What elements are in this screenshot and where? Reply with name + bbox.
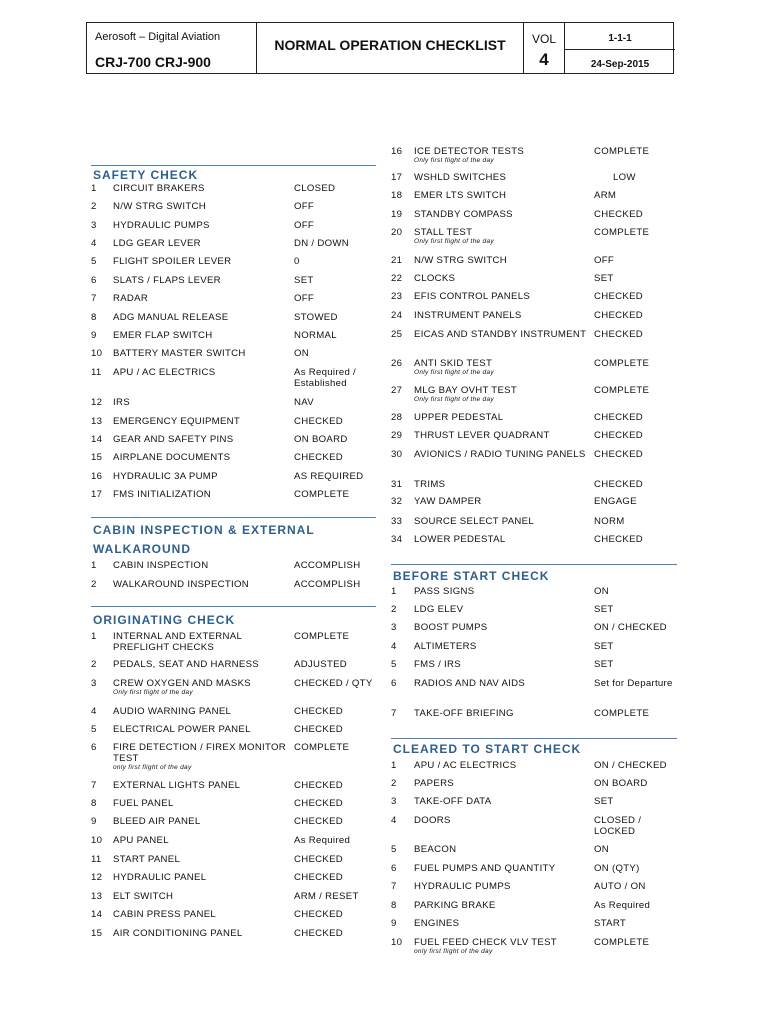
item-value: CHECKED [294,854,344,865]
item-value: CHECKED [294,706,344,717]
item-label: ANTI SKID TEST [414,358,493,369]
item-value: CHECKED [594,329,644,340]
item-number: 3 [91,678,97,689]
item-label: CIRCUIT BRAKERS [113,183,205,194]
aircraft-models: CRJ-700 CRJ-900 [95,54,211,70]
item-number: 17 [391,172,403,183]
item-number: 12 [91,397,103,408]
item-value: SET [594,604,614,615]
item-label: EICAS AND STANDBY INSTRUMENT [414,329,587,340]
item-value: NORM [594,516,625,527]
item-number: 8 [391,900,397,911]
item-number: 4 [91,706,97,717]
item-number: 3 [391,622,397,633]
item-label: MLG BAY OVHT TEST [414,385,518,396]
item-number: 20 [391,227,403,238]
item-label: ALTIMETERS [414,641,477,652]
document-header [86,22,674,74]
item-number: 7 [391,708,397,719]
item-value: ENGAGE [594,496,637,507]
item-number: 9 [91,816,97,827]
item-label: EFIS CONTROL PANELS [414,291,531,302]
item-value: CHECKED [294,724,344,735]
item-label: ADG MANUAL RELEASE [113,312,229,323]
item-value: As Required [294,835,351,846]
item-value: COMPLETE [594,227,650,238]
item-number: 32 [391,496,403,507]
item-value: CLOSED / LOCKED [594,815,642,837]
item-value: DN / DOWN [294,238,349,249]
item-value: ON (QTY) [594,863,640,874]
revision-date: 24-Sep-2015 [590,59,650,70]
item-value: CHECKED [294,780,344,791]
document-title: NORMAL OPERATION CHECKLIST [274,37,506,53]
item-label: FMS / IRS [414,659,461,670]
item-number: 2 [91,659,97,670]
item-label: APU / AC ELECTRICS [113,367,216,378]
item-number: 28 [391,412,403,423]
item-value: CHECKED [594,209,644,220]
item-number: 10 [91,835,103,846]
item-label: FUEL PUMPS AND QUANTITY [414,863,556,874]
item-value: ARM / RESET [294,891,359,902]
item-number: 31 [391,479,403,490]
item-number: 8 [91,798,97,809]
item-number: 8 [91,312,97,323]
item-number: 2 [91,201,97,212]
item-number: 14 [91,909,103,920]
item-label: STALL TEST [414,227,473,238]
item-value: CHECKED / QTY [294,678,373,689]
item-label: AVIONICS / RADIO TUNING PANELS [414,449,586,460]
item-label: HYDRAULIC 3A PUMP [113,471,218,482]
item-number: 13 [91,416,103,427]
header-vol-cell [524,23,565,73]
before-start-divider [391,564,677,565]
item-value: OFF [594,255,615,266]
item-value: COMPLETE [594,708,650,719]
item-value: ARM [594,190,617,201]
item-value: OFF [294,201,315,212]
item-value: CHECKED [594,430,644,441]
item-label: AIR CONDITIONING PANEL [113,928,243,939]
item-label: PAPERS [414,778,455,789]
item-value: CHECKED [294,416,344,427]
item-number: 30 [391,449,403,460]
item-label: EXTERNAL LIGHTS PANEL [113,780,241,791]
item-label: N/W STRG SWITCH [414,255,507,266]
item-number: 1 [391,760,397,771]
item-value: COMPLETE [594,385,650,396]
item-value: COMPLETE [294,489,350,500]
item-label: TRIMS [414,479,446,490]
item-number: 7 [391,881,397,892]
item-value: ACCOMPLISH [294,579,361,590]
item-label: IRS [113,397,130,408]
item-number: 15 [91,452,103,463]
item-value: CHECKED [294,798,344,809]
item-number: 5 [91,256,97,267]
item-number: 6 [91,742,97,753]
item-label: ELECTRICAL POWER PANEL [113,724,251,735]
item-number: 7 [91,293,97,304]
item-number: 2 [391,778,397,789]
item-value: ON BOARD [294,434,348,445]
item-value: CHECKED [594,310,644,321]
item-value: CHECKED [294,816,344,827]
item-number: 11 [91,367,102,378]
item-number: 1 [391,586,397,597]
safety-check-title: SAFETY CHECK [93,168,199,182]
item-note: Only first flight of the day [414,396,494,403]
item-number: 9 [391,918,397,929]
item-note: Only first flight of the day [414,369,494,376]
item-label: WSHLD SWITCHES [414,172,507,183]
item-value: LOW [613,172,636,183]
item-number: 4 [91,238,97,249]
item-number: 22 [391,273,403,284]
volume-label: VOL [531,32,556,46]
item-value: CHECKED [294,452,344,463]
item-label: DOORS [414,815,451,826]
item-label: GEAR AND SAFETY PINS [113,434,234,445]
item-number: 2 [91,579,97,590]
item-number: 17 [91,489,103,500]
item-value: COMPLETE [594,358,650,369]
item-number: 26 [391,358,403,369]
item-value: As Required [594,900,651,911]
page-reference: 1-1-1 [608,33,632,44]
item-number: 5 [91,724,97,735]
item-number: 15 [91,928,103,939]
item-value: OFF [294,220,315,231]
item-number: 1 [91,631,97,642]
item-note: only first flight of the day [414,948,493,955]
item-value: AUTO / ON [594,881,646,892]
item-note: Only first flight of the day [113,689,193,696]
item-value: SET [594,641,614,652]
header-org-cell [87,23,257,73]
safety-check-divider [91,165,376,166]
item-value: CLOSED [294,183,336,194]
item-label: HYDRAULIC PUMPS [414,881,511,892]
cleared-to-start-divider [391,738,677,739]
item-number: 5 [391,844,397,855]
item-number: 18 [391,190,403,201]
item-value: CHECKED [594,412,644,423]
item-label: BLEED AIR PANEL [113,816,201,827]
header-title-cell [257,23,524,73]
item-label: PEDALS, SEAT AND HARNESS [113,659,259,670]
item-number: 5 [391,659,397,670]
item-number: 13 [91,891,103,902]
item-label: AIRPLANE DOCUMENTS [113,452,231,463]
item-value: ON / CHECKED [594,760,667,771]
item-value: SET [594,796,614,807]
item-value: COMPLETE [594,146,650,157]
item-number: 12 [91,872,103,883]
item-number: 33 [391,516,403,527]
item-note: only first flight of the day [113,764,192,771]
item-number: 3 [91,220,97,231]
item-label: TAKE-OFF BRIEFING [414,708,514,719]
item-label: BOOST PUMPS [414,622,488,633]
item-value: SET [594,659,614,670]
item-value: ON BOARD [594,778,648,789]
item-number: 1 [91,560,97,571]
item-value: ON [594,844,609,855]
item-number: 23 [391,291,403,302]
item-label: LDG ELEV [414,604,464,615]
item-note: Only first flight of the day [414,238,494,245]
item-label: PARKING BRAKE [414,900,496,911]
item-number: 25 [391,329,403,340]
item-label: BEACON [414,844,457,855]
item-number: 1 [91,183,97,194]
volume-number: 4 [539,50,549,69]
item-label: INTERNAL AND EXTERNAL PREFLIGHT CHECKS [113,631,242,653]
item-value: SET [294,275,314,286]
item-value: CHECKED [294,872,344,883]
item-label: PASS SIGNS [414,586,475,597]
item-value: CHECKED [594,449,644,460]
item-number: 19 [391,209,403,220]
before-start-title: BEFORE START CHECK [393,569,550,583]
item-value: START [594,918,627,929]
item-value: Set for Departure [594,678,673,689]
item-label: AUDIO WARNING PANEL [113,706,232,717]
item-number: 14 [91,434,103,445]
item-number: 10 [91,348,103,359]
organization-name: Aerosoft – Digital Aviation [95,31,221,43]
item-label: TAKE-OFF DATA [414,796,492,807]
item-number: 27 [391,385,403,396]
item-label: EMERGENCY EQUIPMENT [113,416,241,427]
item-value: COMPLETE [594,937,650,948]
item-label: RADIOS AND NAV AIDS [414,678,526,689]
item-label: CABIN PRESS PANEL [113,909,217,920]
originating-check-title: ORIGINATING CHECK [93,613,236,627]
cabin-inspection-title-1: CABIN INSPECTION & EXTERNAL [93,523,315,537]
item-label: SLATS / FLAPS LEVER [113,275,221,286]
item-number: 6 [391,678,397,689]
item-label: EMER LTS SWITCH [414,190,507,201]
item-value: As Required / Established [294,367,357,389]
header-ref-cell [565,23,675,73]
item-number: 6 [91,275,97,286]
item-label: ICE DETECTOR TESTS [414,146,525,157]
item-label: FUEL PANEL [113,798,174,809]
item-value: ON / CHECKED [594,622,667,633]
item-number: 34 [391,534,403,545]
item-value: CHECKED [594,291,644,302]
item-label: FMS INITIALIZATION [113,489,211,500]
item-label: SOURCE SELECT PANEL [414,516,534,527]
item-label: FUEL FEED CHECK VLV TEST [414,937,557,948]
item-label: YAW DAMPER [414,496,482,507]
item-number: 16 [391,146,403,157]
item-value: ADJUSTED [294,659,348,670]
cleared-to-start-title: CLEARED TO START CHECK [393,742,582,756]
item-note: Only first flight of the day [414,157,494,164]
item-value: ON [294,348,309,359]
item-label: CLOCKS [414,273,456,284]
originating-check-divider [91,606,376,607]
item-value: NAV [294,397,314,408]
item-value: 0 [294,256,300,267]
item-label: FLIGHT SPOILER LEVER [113,256,232,267]
item-label: HYDRAULIC PUMPS [113,220,210,231]
item-value: CHECKED [294,909,344,920]
item-label: BATTERY MASTER SWITCH [113,348,246,359]
item-number: 4 [391,815,397,826]
item-label: ELT SWITCH [113,891,174,902]
item-value: AS REQUIRED [294,471,364,482]
item-label: APU / AC ELECTRICS [414,760,517,771]
item-value: ON [594,586,609,597]
item-label: CABIN INSPECTION [113,560,209,571]
item-number: 6 [391,863,397,874]
item-number: 16 [91,471,103,482]
item-value: COMPLETE [294,742,350,753]
cabin-inspection-divider [91,517,376,518]
item-number: 10 [391,937,403,948]
item-label: LDG GEAR LEVER [113,238,201,249]
item-number: 3 [391,796,397,807]
item-value: CHECKED [594,534,644,545]
item-value: STOWED [294,312,338,323]
item-label: STANDBY COMPASS [414,209,513,220]
item-value: OFF [294,293,315,304]
item-label: FIRE DETECTION / FIREX MONITOR TEST [113,742,286,764]
item-number: 11 [91,854,102,865]
item-label: START PANEL [113,854,181,865]
item-value: CHECKED [594,479,644,490]
item-number: 29 [391,430,403,441]
item-value: ACCOMPLISH [294,560,361,571]
item-label: LOWER PEDESTAL [414,534,506,545]
item-label: EMER FLAP SWITCH [113,330,213,341]
item-number: 7 [91,780,97,791]
item-number: 2 [391,604,397,615]
item-label: ENGINES [414,918,460,929]
item-number: 9 [91,330,97,341]
item-label: WALKAROUND INSPECTION [113,579,250,590]
item-number: 4 [391,641,397,652]
item-label: N/W STRG SWITCH [113,201,206,212]
cabin-inspection-title-2: WALKAROUND [93,542,191,556]
item-label: UPPER PEDESTAL [414,412,504,423]
item-number: 24 [391,310,403,321]
item-number: 21 [391,255,403,266]
item-value: SET [594,273,614,284]
item-value: NORMAL [294,330,337,341]
item-value: CHECKED [294,928,344,939]
item-label: THRUST LEVER QUADRANT [414,430,550,441]
item-label: RADAR [113,293,149,304]
item-label: CREW OXYGEN AND MASKS [113,678,251,689]
item-label: HYDRAULIC PANEL [113,872,207,883]
item-label: INSTRUMENT PANELS [414,310,522,321]
item-label: APU PANEL [113,835,169,846]
item-value: COMPLETE [294,631,350,642]
